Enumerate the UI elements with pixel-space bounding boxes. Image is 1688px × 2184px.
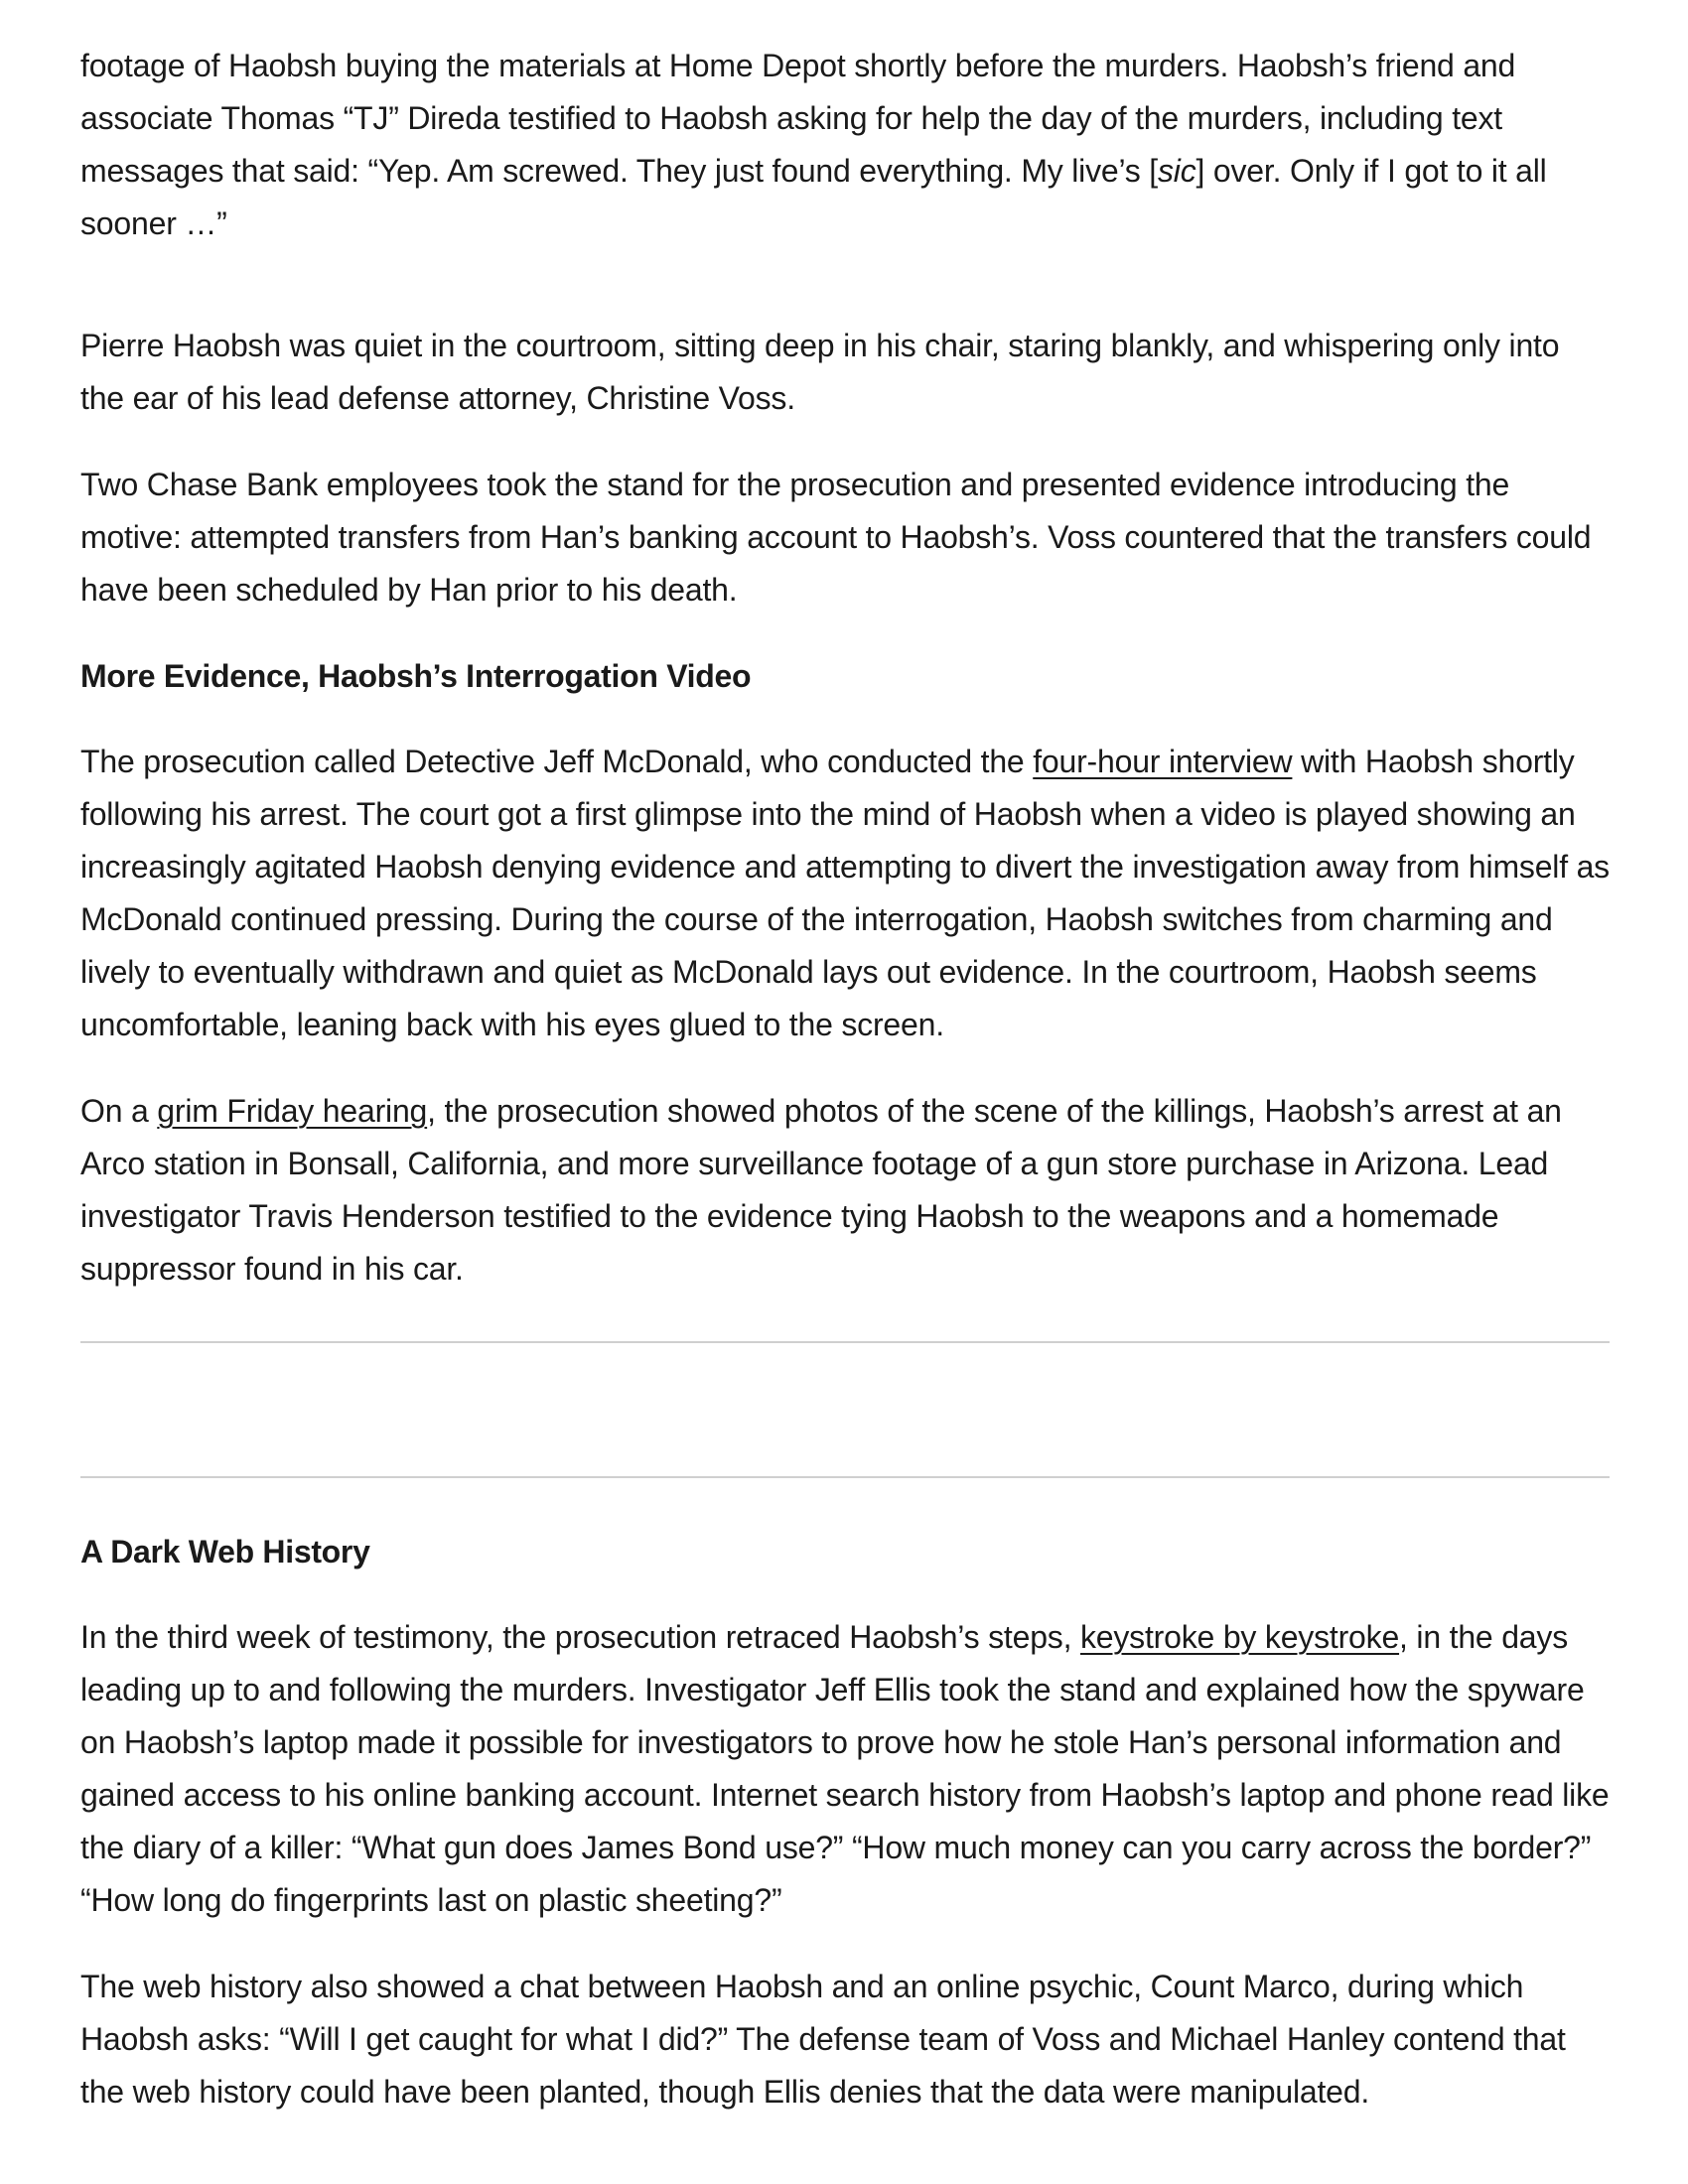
- paragraph-text: ] over. Only if I got to it all sooner …”: [80, 153, 1547, 241]
- paragraph-text: On a: [80, 1093, 158, 1129]
- paragraph-home-depot-footage: [80, 40, 1610, 250]
- paragraph-bank-employees: Two Chase Bank employees took the stand for the prosecution and presented evidence introducing the motive: attempted transfers from Han’s banking account to Haobsh’s. Voss countered that the transfers could have been scheduled by Han prior to his death.: [80, 467, 1592, 608]
- four-hour-interview-link[interactable]: four-hour interview: [1033, 744, 1293, 779]
- paragraph-friday-hearing: [80, 1085, 1610, 1296]
- sic-annotation: sic: [1158, 153, 1196, 189]
- grim-friday-hearing-link[interactable]: grim Friday hearing: [157, 1093, 428, 1129]
- paragraph-online-psychic: The web history also showed a chat between Haobsh and an online psychic, Count Marco, during which Haobsh asks: “Will I get caught for what I did?” The defense team of Voss and Michael Hanley contend that the web history could have been planted, though Ellis denies that the data were manipulated.: [80, 1969, 1566, 2110]
- paragraph-keystroke-testimony: [80, 1611, 1610, 1927]
- paragraph-courtroom-demeanor: Pierre Haobsh was quiet in the courtroom, sitting deep in his chair, staring blankly, and whispering only into the ear of his lead defense attorney, Christine Voss.: [80, 328, 1560, 416]
- keystroke-by-keystroke-link[interactable]: keystroke by keystroke: [1079, 1619, 1400, 1655]
- paragraph-text: In the third week of testimony, the prosecution retraced Haobsh’s steps,: [80, 1619, 1080, 1655]
- paragraph-text: , the prosecution showed photos of the scene of the killings, Haobsh’s arrest at an Arco station in Bonsall, California, and more surveillance footage of a gun store purchase in Arizona. Lead investigator Travis Henderson testified to the evidence tying Haobsh to the weapons and a homemade suppressor found in his car.: [80, 1093, 1562, 1287]
- paragraph-interrogation: [80, 736, 1610, 1051]
- paragraph-text: footage of Haobsh buying the materials at Home Depot shortly before the murders. Haobsh’s friend and associate Thomas “TJ” Direda testified to Haobsh asking for help the day of the murders, including text messages that said: “Yep. Am screwed. They just found everything. My live’s [: [80, 48, 1516, 189]
- empty-ad-slot: [80, 1343, 1610, 1476]
- section-divider-bottom: [80, 1476, 1610, 1478]
- paragraph-text: The prosecution called Detective Jeff McDonald, who conducted the: [80, 744, 1034, 779]
- paragraph-text: with Haobsh shortly following his arrest. The court got a first glimpse into the mind of Haobsh when a video is played showing an increasingly agitated Haobsh denying evidence and attempting to divert the investigation away from himself as McDonald continued pressing. During the course of the interrogation, Haobsh switches from charming and lively to eventually withdrawn and quiet as McDonald lays out evidence. In the courtroom, Haobsh seems uncomfortable, leaning back with his eyes glued to the screen.: [80, 744, 1610, 1042]
- section-heading-dark-web-history: A Dark Web History: [80, 1534, 370, 1570]
- paragraph-text: , in the days leading up to and following the murders. Investigator Jeff Ellis took the stand and explained how the spyware on Haobsh’s laptop made it possible for investigators to prove how he stole Han’s personal information and gained access to his online banking account. Internet search history from Haobsh’s laptop and phone read like the diary of a killer: “What gun does James Bond use?” “How much money can you carry across the border?” “How long do fingerprints last on plastic sheeting?”: [80, 1619, 1610, 1918]
- article-body: [80, 40, 1610, 2118]
- section-heading-interrogation-video: More Evidence, Haobsh’s Interrogation Video: [80, 658, 752, 694]
